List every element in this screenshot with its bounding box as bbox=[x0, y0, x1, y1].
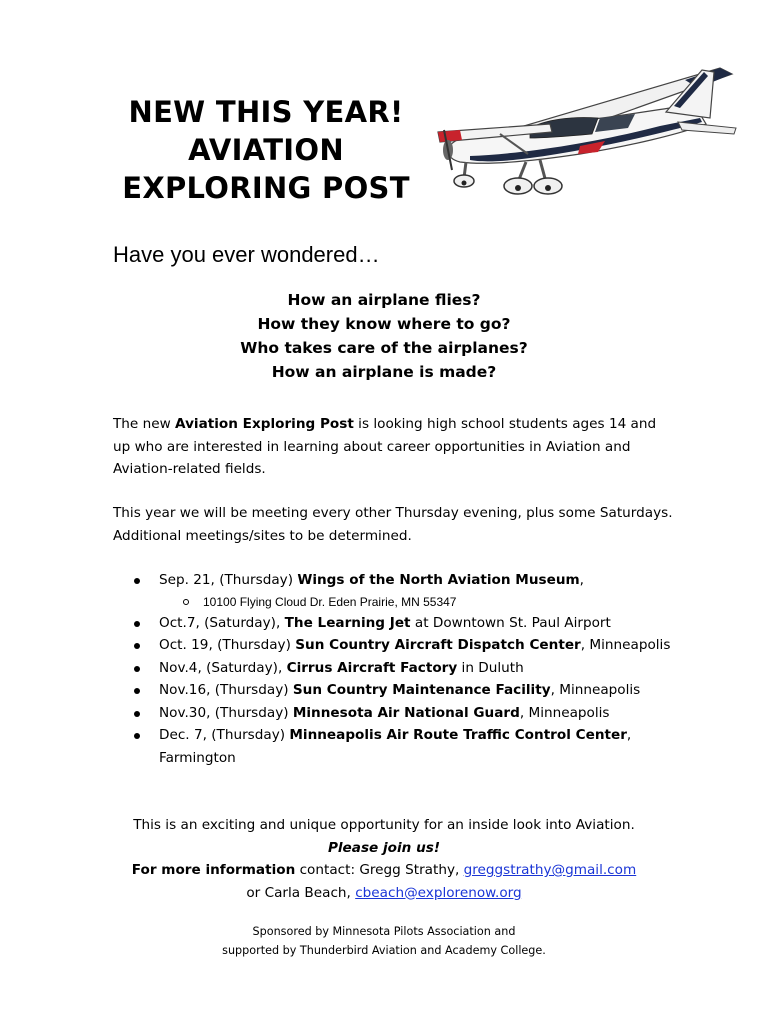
contact-line: For more information contact: Gregg Strathy, greggstrathy@gmail.com bbox=[131, 862, 637, 878]
sponsor-note bbox=[0, 922, 768, 960]
meeting-sub-item bbox=[113, 592, 673, 612]
contact-line-2: or Carla Beach, cbeach@explorenow.org bbox=[246, 884, 522, 901]
intro-suffix: is looking high school students ages 14 and up who are interested in learning about career opportunities in Aviation and Aviation-related fields. bbox=[113, 416, 657, 477]
bullet-icon bbox=[134, 711, 140, 717]
meeting-item: Oct.7, (Saturday), The Learning Jet at Downtown St. Paul Airport bbox=[113, 612, 673, 635]
intro-prefix: The new bbox=[113, 416, 176, 432]
info-label: For more information bbox=[131, 862, 296, 878]
intro-paragraph bbox=[113, 413, 673, 481]
email-link-carla[interactable]: cbeach@explorenow.org bbox=[355, 884, 522, 901]
questions-list bbox=[0, 288, 768, 384]
join-us-line: Please join us! bbox=[327, 839, 441, 856]
meeting-item: Nov.30, (Thursday) Minnesota Air National Guard, Minneapolis bbox=[113, 702, 673, 725]
bullet-icon bbox=[134, 688, 140, 694]
meeting-item: Nov.16, (Thursday) Sun Country Maintenance Facility, Minneapolis bbox=[113, 679, 673, 702]
closing-section bbox=[0, 814, 768, 904]
meeting-item: Sep. 21, (Thursday) Wings of the North Aviation Museum, bbox=[113, 569, 673, 592]
meeting-item: Oct. 19, (Thursday) Sun Country Aircraft Dispatch Center, Minneapolis bbox=[113, 634, 673, 657]
meeting-list bbox=[113, 569, 673, 769]
sponsor-line-2: supported by Thunderbird Aviation and Academy College. bbox=[222, 944, 546, 957]
opportunity-line: This is an exciting and unique opportunity for an inside look into Aviation. bbox=[133, 817, 635, 833]
question-item: Who takes care of the airplanes? bbox=[240, 339, 528, 357]
bullet-icon bbox=[134, 621, 140, 627]
meeting-item: Nov.4, (Saturday), Cirrus Aircraft Factory in Duluth bbox=[113, 657, 673, 680]
email-link-gregg[interactable]: greggstrathy@gmail.com bbox=[463, 862, 637, 878]
headline-line-2: AVIATION bbox=[188, 133, 344, 167]
flyer-headline bbox=[96, 93, 436, 207]
bullet-icon bbox=[134, 643, 140, 649]
headline-line-3: EXPLORING POST bbox=[122, 171, 410, 205]
bullet-icon bbox=[134, 578, 140, 584]
subheading: Have you ever wondered… bbox=[113, 242, 380, 267]
museum-address: 10100 Flying Cloud Dr. Eden Prairie, MN 55347 bbox=[203, 594, 457, 609]
bullet-icon bbox=[134, 666, 140, 672]
headline-line-1: NEW THIS YEAR! bbox=[128, 95, 404, 129]
schedule-paragraph: This year we will be meeting every other Thursday evening, plus some Saturdays. Additional meetings/sites to be determined. bbox=[113, 505, 673, 544]
post-name: Aviation Exploring Post bbox=[175, 416, 354, 432]
sponsor-line-1: Sponsored by Minnesota Pilots Association and bbox=[252, 925, 516, 938]
airplane-image bbox=[430, 62, 738, 202]
question-item: How they know where to go? bbox=[257, 315, 511, 333]
question-item: How an airplane flies? bbox=[287, 291, 481, 309]
meeting-item: Dec. 7, (Thursday) Minneapolis Air Route Traffic Control Center, Farmington bbox=[113, 724, 673, 769]
question-item: How an airplane is made? bbox=[271, 363, 497, 381]
circle-bullet-icon bbox=[183, 599, 189, 605]
bullet-icon bbox=[134, 733, 140, 739]
